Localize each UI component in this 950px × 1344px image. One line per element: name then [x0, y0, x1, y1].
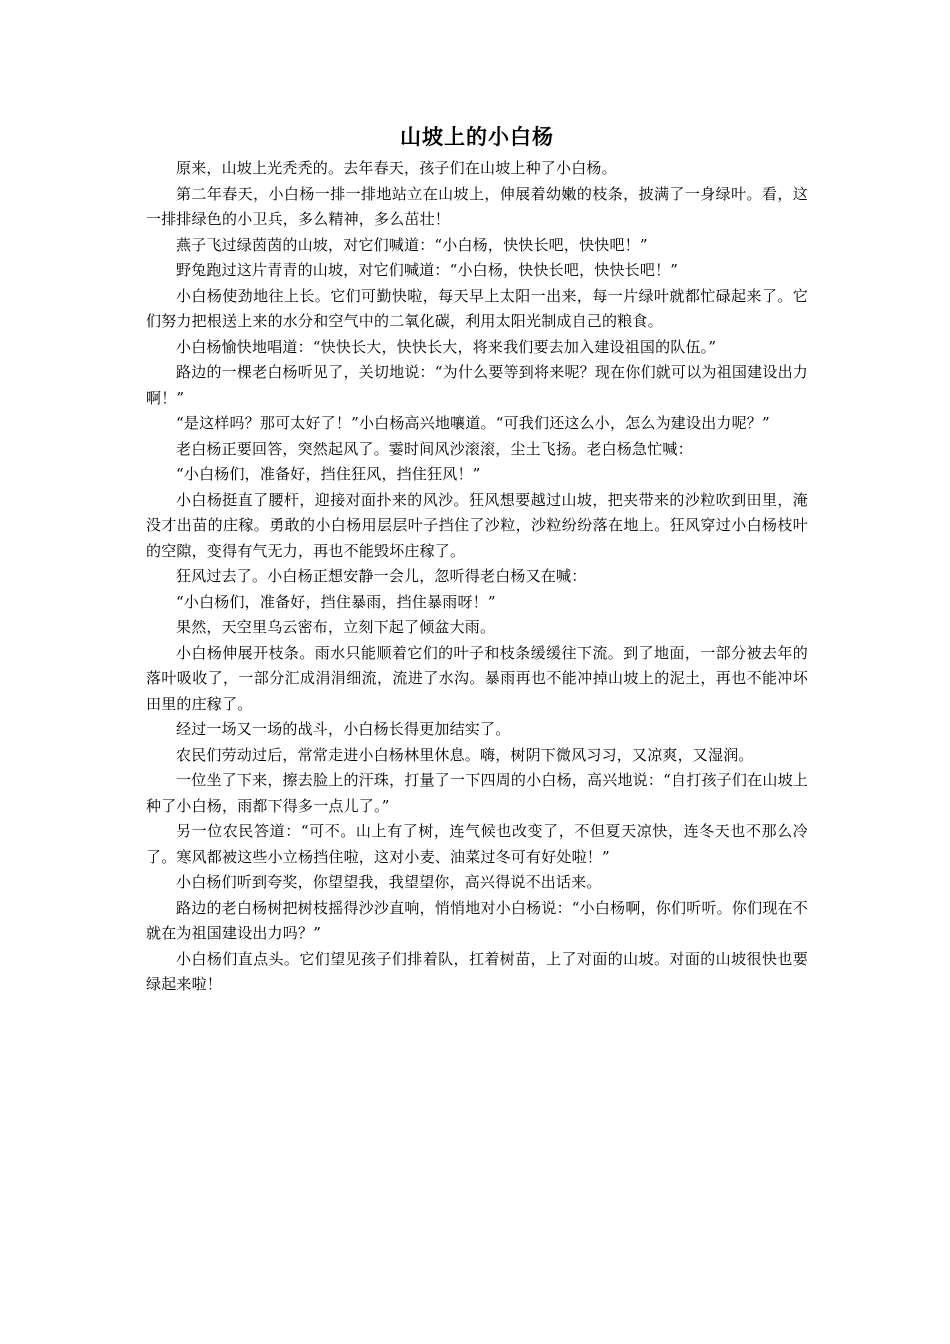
paragraph-1: 原来，山坡上光秃秃的。去年春天，孩子们在山坡上种了小白杨。 [176, 159, 617, 177]
paragraph-6: 小白杨愉快地唱道：“快快长大，快快长大，将来我们要去加入建设祖国的队伍。” [176, 337, 717, 356]
paragraph-7: 路边的一棵老白杨听见了，关切地说：“为什么要等到将来呢？现在你们就可以为祖国建设出力啊！” [146, 363, 808, 407]
paragraph-16: 经过一场又一场的战斗，小白杨长得更加结实了。 [176, 720, 511, 738]
paragraph-12: 狂风过去了。小白杨正想安静一会儿，忽听得老白杨又在喊： [176, 567, 587, 585]
paragraph-21: 路边的老白杨树把树枝摇得沙沙直响，悄悄地对小白杨说：“小白杨啊，你们听听。你们现在不就在为祖国建设出力吗？” [146, 898, 808, 942]
paragraph-14: 果然，天空里乌云密布，立刻下起了倾盆大雨。 [176, 618, 496, 636]
paragraph-19: 另一位农民答道：“可不。山上有了树，连气候也改变了，不但夏天凉快，连冬天也不那么冷了。寒风都被这些小立杨挡住啦，这对小麦、油菜过冬可有好处啦！” [146, 822, 808, 866]
paragraph-4: 野兔跑过这片青青的山坡，对它们喊道：“小白杨，快快长吧，快快长吧！” [176, 261, 679, 279]
document-body [146, 118, 808, 998]
document-title: 山坡上的小白杨 [400, 125, 554, 149]
paragraph-8: “是这样吗？那可太好了！”小白杨高兴地嚷道。“可我们还这么小，怎么为建设出力呢？” [176, 414, 770, 432]
paragraph-20: 小白杨们听到夸奖，你望望我，我望望你，高兴得说不出话来。 [176, 873, 602, 891]
paragraph-10: “小白杨们，准备好，挡住狂风，挡住狂风！” [176, 465, 481, 483]
paragraph-9: 老白杨正要回答，突然起风了。霎时间风沙滚滚，尘土飞扬。老白杨急忙喊： [176, 439, 693, 458]
paragraph-2: 第二年春天，小白杨一排一排地站立在山坡上，伸展着幼嫩的枝条，披满了一身绿叶。看，这一排排绿色的小卫兵，多么精神，多么茁壮！ [146, 184, 808, 228]
paragraph-22: 小白杨们直点头。它们望见孩子们排着队，扛着树苗，上了对面的山坡。对面的山坡很快也要绿起来啦！ [146, 949, 808, 993]
paragraph-17: 农民们劳动过后，常常走进小白杨林里休息。嗨，树阴下微风习习，又凉爽，又湿润。 [176, 745, 754, 764]
paragraph-5: 小白杨使劲地往上长。它们可勤快啦，每天早上太阳一出来，每一片绿叶就都忙碌起来了。它们努力把根送上来的水分和空气中的二氧化碳，利用太阳光制成自己的粮食。 [146, 286, 808, 330]
paragraph-15: 小白杨伸展开枝条。雨水只能顺着它们的叶子和枝条缓缓往下流。到了地面，一部分被去年的落叶吸收了，一部分汇成涓涓细流，流进了水沟。暴雨再也不能冲掉山坡上的泥土，再也不能冲坏田里的庄稼了。 [146, 643, 808, 713]
paragraph-3: 燕子飞过绿茵茵的山坡，对它们喊道：“小白杨，快快长吧，快快吧！” [176, 235, 648, 254]
paragraph-18: 一位坐了下来，擦去脸上的汗珠，打量了一下四周的小白杨，高兴地说：“自打孩子们在山坡上种了小白杨，雨都下得多一点儿了。” [146, 771, 808, 815]
paragraph-11: 小白杨挺直了腰杆，迎接对面扑来的风沙。狂风想要越过山坡，把夹带来的沙粒吹到田里，淹没才出苗的庄稼。勇敢的小白杨用层层叶子挡住了沙粒，沙粒纷纷落在地上。狂风穿过小白杨枝叶的空隙，变得有气无力，再也不能毁坏庄稼了。 [146, 490, 808, 560]
paragraph-13: “小白杨们，准备好，挡住暴雨，挡住暴雨呀！” [176, 592, 496, 611]
